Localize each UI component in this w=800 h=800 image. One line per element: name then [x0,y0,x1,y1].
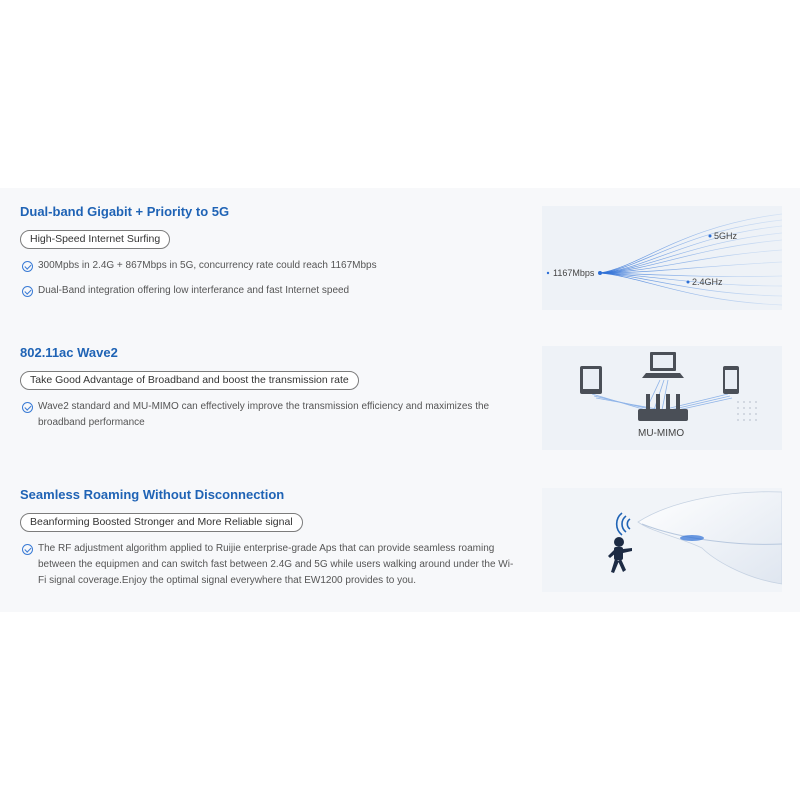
feature-tag: Beanforming Boosted Stronger and More Reliable signal [20,513,303,532]
source-dot [598,271,602,275]
label-total-rate: 1167Mbps [553,268,595,278]
feature-roaming [20,487,520,598]
bullet-item [20,541,520,589]
astronaut-icon [608,537,632,573]
feature-panel [0,188,800,612]
wifi-signal-icon [617,513,630,535]
bullet-text: 300Mpbs in 2.4G + 867Mbps in 5G, concurrency rate could reach 1167Mbps [38,260,377,271]
access-point-icon [638,492,782,584]
label-mu-mimo: MU-MIMO [638,428,685,439]
tablet-icon [580,366,602,394]
roaming-illustration [542,488,782,592]
laptop-icon [642,352,684,378]
section-title: 802.11ac Wave2 [20,345,118,360]
section-title: Seamless Roaming Without Disconnection [20,487,285,502]
check-circle-icon [22,402,33,413]
dual-band-illustration [542,206,782,310]
label-5ghz: 5GHz [714,231,738,241]
bullet-text: Wave2 standard and MU-MIMO can effectively improve the transmission efficiency and maximizes the broadband performance [38,401,490,428]
mu-mimo-illustration [542,346,782,450]
feature-dual-band [20,204,520,308]
bullet-text: Dual-Band integration offering low interferance and fast Internet speed [38,285,350,296]
check-circle-icon [22,544,33,555]
feature-wave2 [20,345,520,440]
check-circle-icon [22,261,33,272]
check-circle-icon [22,286,33,297]
feature-tag: Take Good Advantage of Broadband and boost the transmission rate [20,371,359,390]
phone-icon [723,366,739,394]
bullet-item [20,399,520,431]
bullet-item [20,283,520,299]
label-24ghz: 2.4GHz [692,277,723,287]
bullet-text: The RF adjustment algorithm applied to Ruijie enterprise-grade Aps that can provide seamless roaming between the equipmen and can switch fast between 2.4G and 5G while users walking around under the Wi-Fi signal coverage.Enjoy the optimal signal everywhere that EW1200 provides to you. [38,543,514,586]
bullet-item [20,258,520,274]
feature-tag: High-Speed Internet Surfing [20,230,170,249]
section-title: Dual-band Gigabit + Priority to 5G [20,204,230,219]
